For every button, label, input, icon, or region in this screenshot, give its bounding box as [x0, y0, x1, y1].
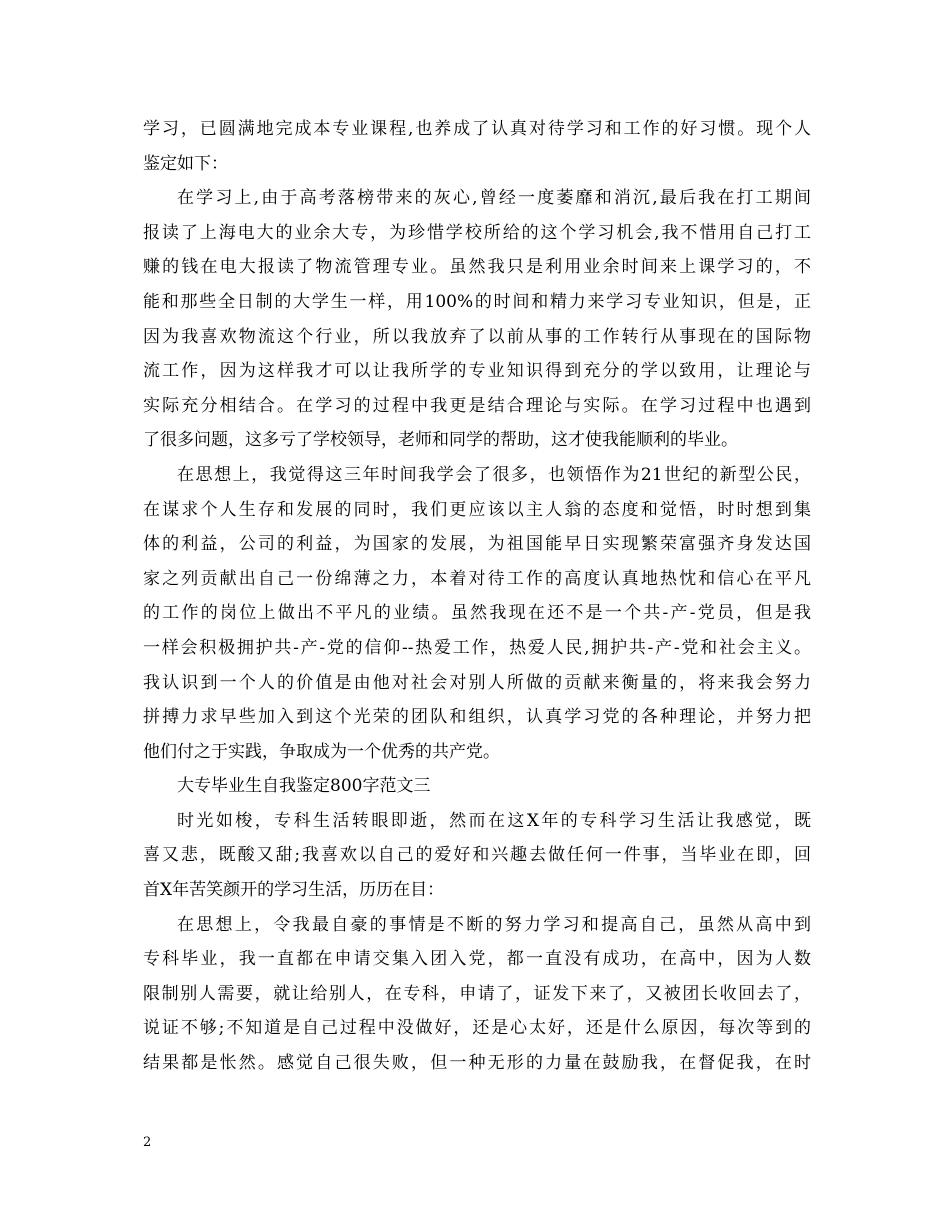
text-line: 的工作的岗位上做出不平凡的业绩。虽然我现在还不是一个共-产-党员，但是我	[143, 603, 811, 624]
text-line: 能和那些全日制的大学生一样，用100%的时间和精力来学习专业知识，但是，正	[143, 291, 811, 312]
text-line: 报读了上海电大的业余大专，为珍惜学校所给的这个学习机会,我不惜用自己打工	[143, 222, 811, 243]
text-line: 流工作，因为这样我才可以让我所学的专业知识得到充分的学以致用，让理论与	[143, 361, 811, 382]
text-line: 学习，已圆满地完成本专业课程,也养成了认真对待学习和工作的好习惯。现个人	[143, 119, 811, 139]
text-line: 实际充分相结合。在学习的过程中我更是结合理论与实际。在学习过程中也遇到	[143, 395, 811, 416]
text-line: 在思想上，令我最自豪的事情是不断的努力学习和提高自己，虽然从高中到	[177, 914, 811, 935]
text-line: 我认识到一个人的价值是由他对社会对别人所做的贡献来衡量的，将来我会努力	[143, 672, 811, 693]
text-line: 鉴定如下：	[143, 153, 228, 174]
text-line: 了很多问题，这多亏了学校领导，老师和同学的帮助，这才使我能顺利的毕业。	[143, 430, 738, 451]
text-line: 赚的钱在电大报读了物流管理专业。虽然我只是利用业余时间来上课学习的，不	[143, 257, 811, 278]
text-line: 时光如梭，专科生活转眼即逝，然而在这X年的专科学习生活让我感觉，既	[177, 810, 811, 831]
text-line: 他们付之于实践，争取成为一个优秀的共产党。	[143, 741, 500, 762]
text-line: 拼搏力求早些加入到这个光荣的团队和组织，认真学习党的各种理论，并努力把	[143, 707, 811, 728]
text-line: 专科毕业，我一直都在申请交集入团入党，都一直没有成功，在高中，因为人数	[143, 949, 811, 970]
text-line: 在谋求个人生存和发展的同时，我们更应该以主人翁的态度和觉悟，时时想到集	[143, 499, 811, 520]
page-number: 2	[143, 1135, 152, 1150]
text-line: 首X年苦笑颜开的学习生活，历历在目：	[143, 880, 445, 901]
text-line: 结果都是怅然。感觉自己很失败，但一种无形的力量在鼓励我，在督促我，在时	[143, 1053, 811, 1074]
text-line: 一样会积极拥护共-产-党的信仰--热爱工作，热爱人民,拥护共-产-党和社会主义。	[143, 637, 811, 658]
text-line: 家之列贡献出自己一份绵薄之力，本着对待工作的高度认真地热忱和信心在平凡	[143, 568, 811, 589]
text-line: 限制别人需要，就让给别人，在专科，申请了，证发下来了，又被团长收回去了，	[143, 983, 811, 1004]
text-line: 说证不够;不知道是自己过程中没做好，还是心太好，还是什么原因，每次等到的	[143, 1018, 811, 1039]
text-line: 体的利益，公司的利益，为国家的发展，为祖国能早日实现繁荣富强齐身发达国	[143, 534, 811, 555]
text-line: 在思想上，我觉得这三年时间我学会了很多，也领悟作为21世纪的新型公民，	[177, 464, 811, 485]
text-line: 大专毕业生自我鉴定800字范文三	[177, 776, 431, 797]
body-text	[143, 112, 811, 1081]
text-line: 喜又悲，既酸又甜;我喜欢以自己的爱好和兴趣去做任何一件事，当毕业在即，回	[143, 845, 811, 866]
text-line: 在学习上,由于高考落榜带来的灰心,曾经一度萎靡和消沉,最后我在打工期间	[177, 188, 811, 209]
text-line: 因为我喜欢物流这个行业，所以我放弃了以前从事的工作转行从事现在的国际物	[143, 326, 811, 347]
